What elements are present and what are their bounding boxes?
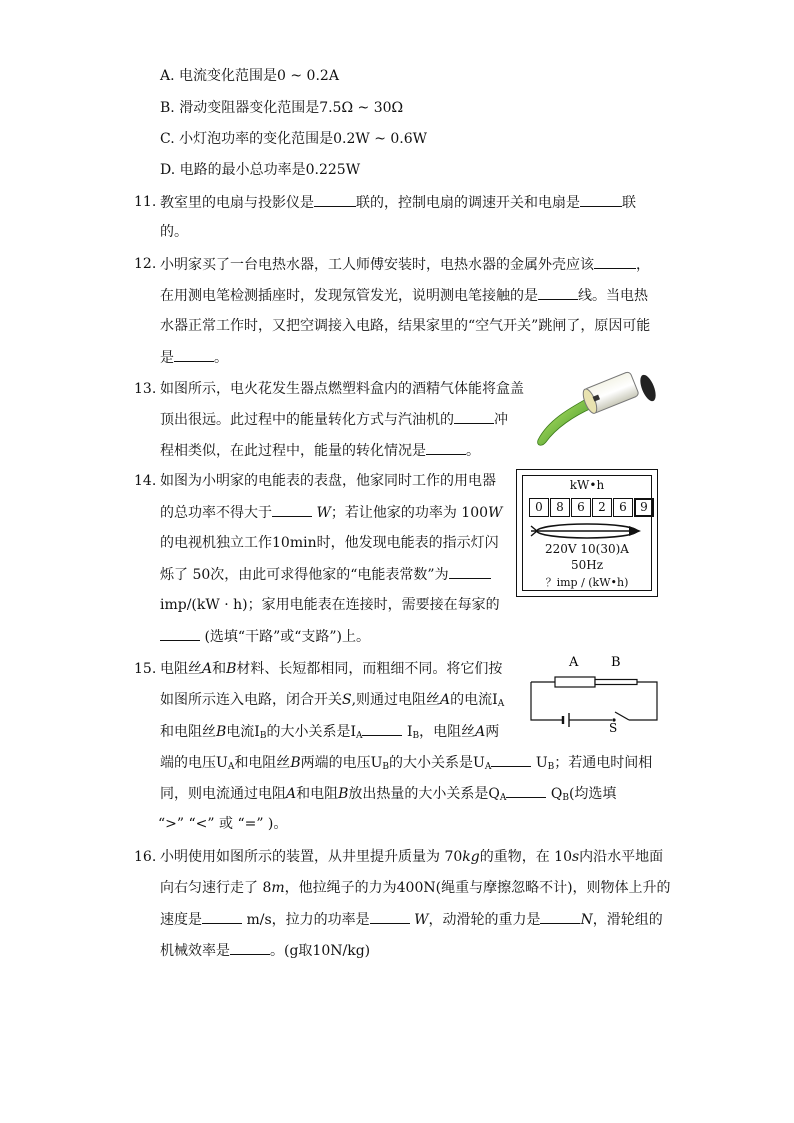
q15-line1: 电阻丝A和B材料、长短都相同，而粗细不同。将它们按 bbox=[160, 661, 503, 677]
answer-blank[interactable] bbox=[449, 564, 491, 579]
q11-line2: 的。 bbox=[160, 224, 188, 240]
lid-icon bbox=[637, 373, 659, 403]
meter-digit: 9 bbox=[634, 498, 654, 517]
q12-line4: 是 。 bbox=[160, 347, 228, 368]
q14-line4: 烁了 50次，由此可求得他家的“电能表常数”为 bbox=[160, 564, 491, 585]
meter-digit: 2 bbox=[592, 498, 612, 517]
meter-digit: 6 bbox=[571, 498, 591, 517]
answer-blank[interactable] bbox=[426, 440, 466, 455]
circuit-label-a: A bbox=[569, 655, 579, 670]
answer-blank[interactable] bbox=[202, 909, 242, 924]
q12-line1: 小明家买了一台电热水器，工人师傅安装时，电热水器的金属外壳应该 ， bbox=[160, 254, 650, 275]
flame-icon bbox=[538, 398, 592, 445]
q13-line2: 顶出很远。此过程中的能量转化方式与汽油机的 冲 bbox=[160, 409, 508, 430]
q14-line6: (选填“干路”或“支路”)上。 bbox=[160, 626, 370, 647]
q12-line3: 水器正常工作时，又把空调接入电路，结果家里的“空气开关”跳闸了，原因可能 bbox=[160, 318, 651, 334]
q11-number: 11. bbox=[134, 194, 157, 210]
answer-blank[interactable] bbox=[362, 721, 402, 736]
q16-number: 16. bbox=[134, 849, 157, 865]
q14-number: 14. bbox=[134, 473, 157, 489]
meter-digits bbox=[529, 498, 655, 517]
meter-spec-voltage: 220V 10(30)A bbox=[545, 542, 629, 556]
meter-dial bbox=[522, 475, 652, 591]
meter-digit: 0 bbox=[529, 498, 549, 517]
q16-line4: 机械效率是 。(g取10N/kg) bbox=[160, 940, 370, 961]
q14-line1: 如图为小明家的电能表的表盘，他家同时工作的用电器 bbox=[160, 473, 496, 489]
q14-line5: imp/(kW · h)；家用电能表在连接时，需要接在每家的 bbox=[160, 597, 500, 613]
meter-digit: 8 bbox=[550, 498, 570, 517]
meter-disk-icon bbox=[529, 520, 647, 542]
q13-line3: 程相类似，在此过程中，能量的转化情况是 。 bbox=[160, 440, 480, 461]
q15-number: 15. bbox=[134, 661, 157, 677]
answer-blank[interactable] bbox=[230, 940, 270, 955]
q12-line2: 在用测电笔检测插座时，发现氖管发光，说明测电笔接触的是 线。当电热 bbox=[160, 285, 648, 306]
circuit-label-s: S bbox=[609, 721, 618, 732]
answer-blank[interactable] bbox=[594, 254, 636, 269]
q15-line3: 和电阻丝B电流$I_B$的大小关系是$I_A$ $I_B$，电阻丝A两 bbox=[160, 721, 499, 746]
answer-blank[interactable] bbox=[174, 347, 214, 362]
q12-number: 12. bbox=[134, 256, 157, 272]
q15-line6: “>” “<” 或 “=” )。 bbox=[158, 816, 288, 832]
answer-blank[interactable] bbox=[314, 192, 356, 207]
q15-line4: 端的电压$U_A$和电阻丝B两端的电压$U_B$的大小关系是$U_A$ $U_B$；若通电时间相 bbox=[160, 752, 652, 777]
option-d: D. 电路的最小总功率是0.225W bbox=[160, 162, 361, 178]
answer-blank[interactable] bbox=[580, 192, 622, 207]
circuit-label-b: B bbox=[611, 655, 621, 670]
meter-unit: kW•h bbox=[569, 478, 605, 492]
q15-line5: 同，则电流通过电阻A和电阻B放出热量的大小关系是$Q_A$ $Q_B$(均选填 bbox=[160, 783, 616, 808]
q13-line1: 如图所示，电火花发生器点燃塑料盒内的酒精气体能将盒盖 bbox=[160, 381, 524, 397]
answer-blank[interactable] bbox=[454, 409, 494, 424]
q16-line2: 向右匀速行走了 8m，他拉绳子的力为400N(绳重与摩擦忽略不计)，则物体上升的 bbox=[160, 880, 671, 896]
option-a: A. 电流变化范围是0 ~ 0.2A bbox=[160, 68, 339, 84]
answer-blank[interactable] bbox=[506, 783, 546, 798]
q15-line2: 如图所示连入电路，闭合开关S,则通过电阻丝A的电流$I_A$ bbox=[160, 692, 505, 709]
answer-blank[interactable] bbox=[160, 626, 200, 641]
q14-line2: 的总功率不得大于 W；若让他家的功率为 100W bbox=[160, 502, 502, 523]
resistor-b-icon bbox=[595, 680, 637, 685]
answer-blank[interactable] bbox=[370, 909, 410, 924]
spark-generator-figure bbox=[530, 370, 660, 450]
answer-blank[interactable] bbox=[272, 502, 312, 517]
answer-blank[interactable] bbox=[491, 752, 531, 767]
q14-line3: 的电视机独立工作10min时，他发现电能表的指示灯闪 bbox=[160, 535, 499, 551]
answer-blank[interactable] bbox=[538, 285, 578, 300]
electric-meter bbox=[516, 469, 658, 597]
meter-spec-constant: ？imp / (kW•h) bbox=[545, 576, 629, 589]
q16-line3: 速度是 m/s，拉力的功率是 W，动滑轮的重力是 N，滑轮组的 bbox=[160, 909, 663, 930]
q13-number: 13. bbox=[134, 381, 157, 397]
option-c: C. 小灯泡功率的变化范围是0.2W ~ 0.6W bbox=[160, 131, 428, 147]
q11-line1: 教室里的电扇与投影仪是 联的，控制电扇的调速开关和电扇是 联 bbox=[160, 192, 636, 213]
circuit-diagram bbox=[525, 652, 665, 732]
q16-line1: 小明使用如图所示的装置，从井里提升质量为 70kg的重物，在 10s内沿水平地面 bbox=[160, 849, 664, 865]
resistor-a-icon bbox=[555, 677, 595, 687]
answer-blank[interactable] bbox=[540, 909, 580, 924]
switch-icon bbox=[615, 712, 629, 720]
option-b: B. 滑动变阻器变化范围是7.5Ω ~ 30Ω bbox=[160, 100, 404, 116]
meter-digit: 6 bbox=[613, 498, 633, 517]
meter-spec-frequency: 50Hz bbox=[570, 558, 604, 572]
